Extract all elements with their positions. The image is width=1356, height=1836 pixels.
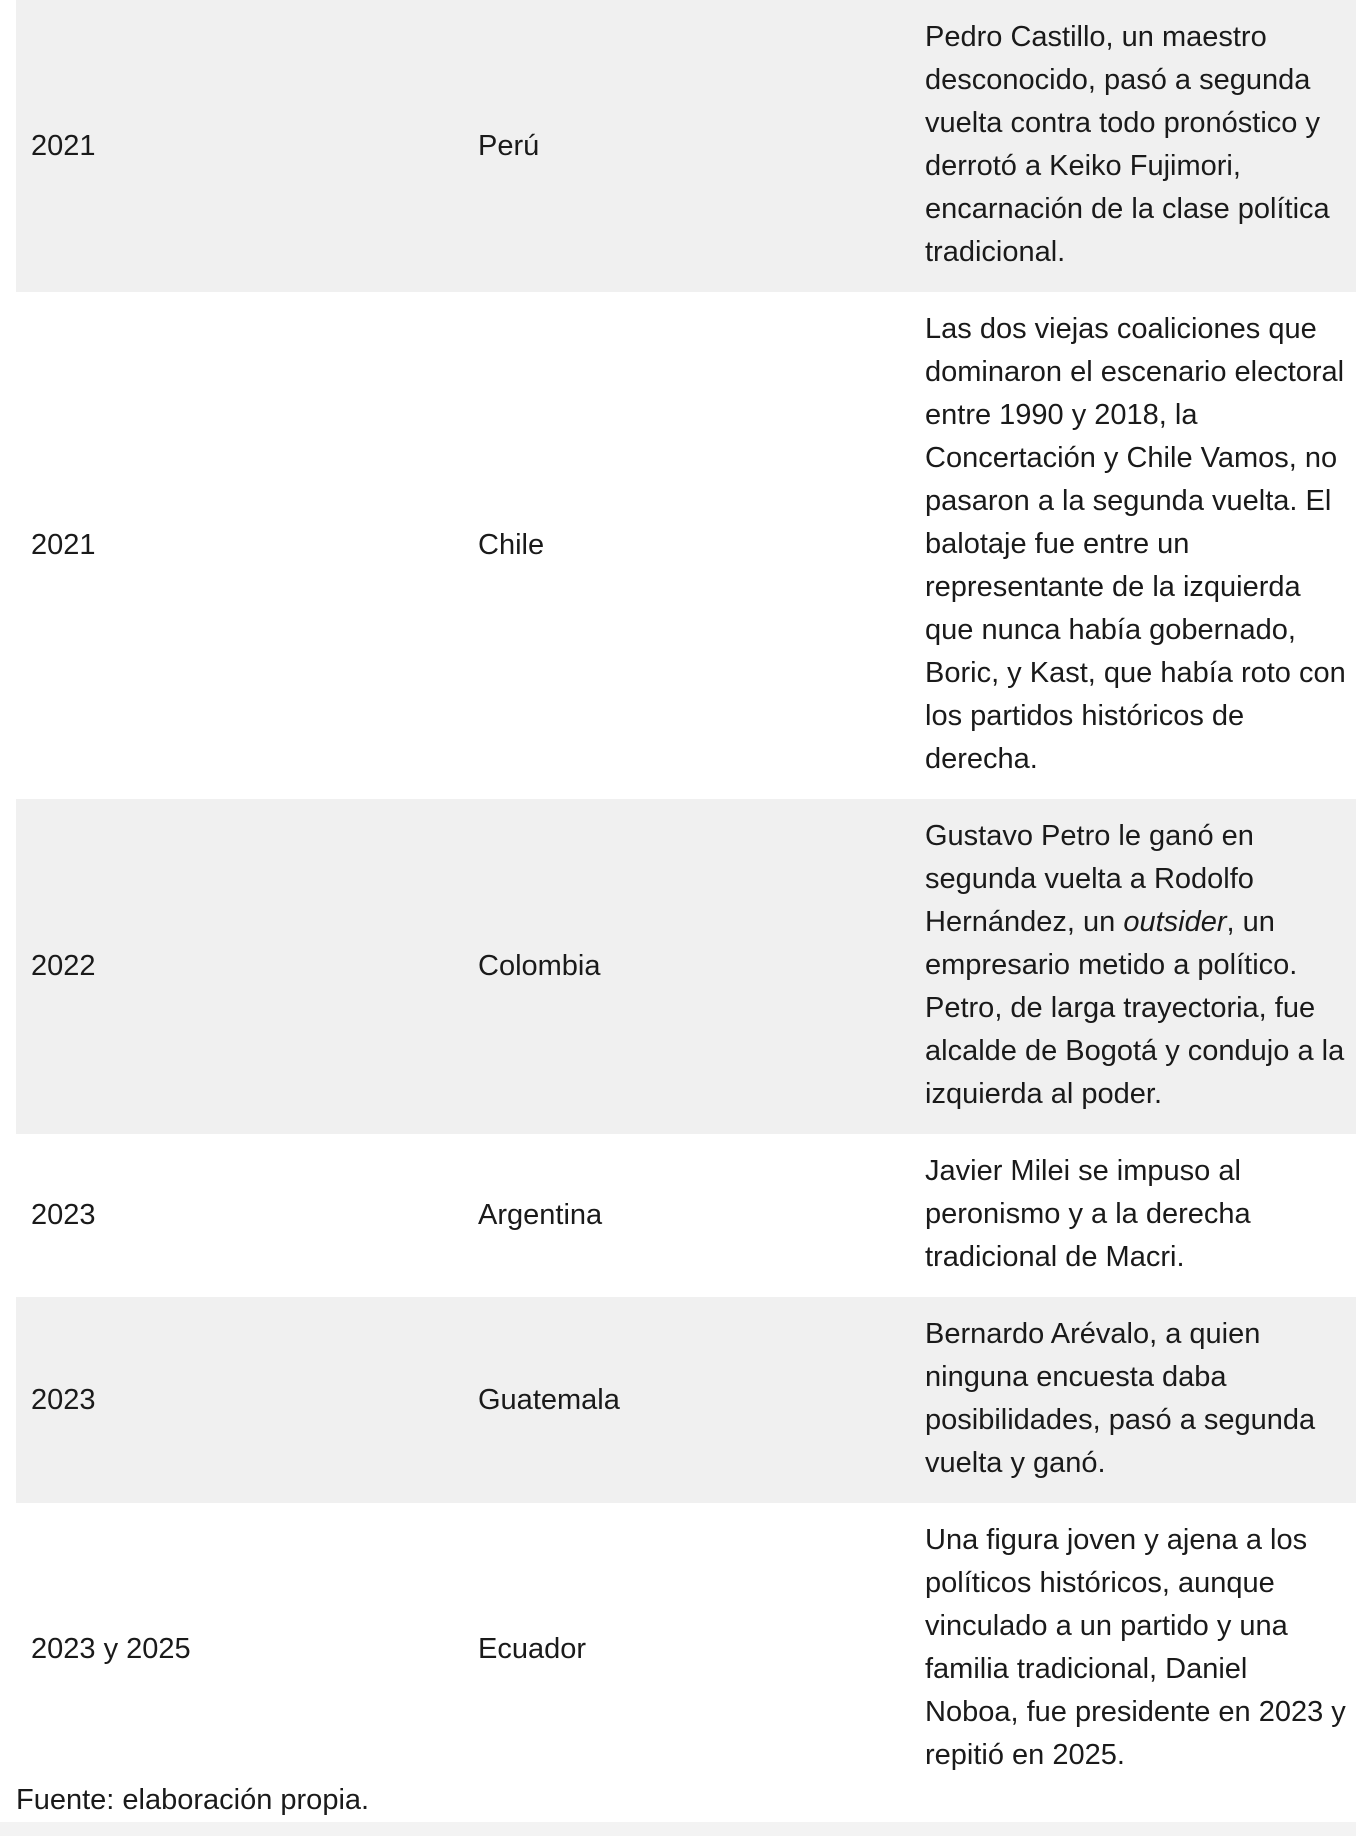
country-cell: Colombia — [463, 799, 910, 1134]
country-cell: Argentina — [478, 1199, 603, 1231]
elections-table-container — [16, 0, 1356, 1795]
year-cell: 2021 — [16, 0, 463, 292]
table-row — [16, 1297, 1356, 1503]
description-text: Bernardo Arévalo, a quien ninguna encuesta daba posibilidades, pasó a segunda vuelta y ganó. — [925, 1318, 1316, 1479]
country-cell: Chile — [478, 529, 545, 561]
table-row — [16, 1134, 1356, 1297]
elections-table — [16, 0, 1356, 1795]
description-cell — [910, 1503, 1356, 1795]
description-text: Javier Milei se impuso al peronismo y a la derecha tradicional de Macri. — [925, 1155, 1251, 1273]
table-row — [16, 0, 1356, 292]
table-row — [16, 799, 1356, 1134]
country-cell: Ecuador — [478, 1632, 587, 1665]
year-cell: 2023 — [31, 1199, 96, 1231]
country-cell: Guatemala — [463, 1297, 910, 1503]
year-cell: 2023 — [16, 1297, 463, 1503]
table-row — [16, 292, 1356, 799]
year-cell: 2022 — [16, 799, 463, 1134]
year-cell: 2021 — [31, 529, 96, 561]
description-emphasis: outsider — [1123, 906, 1227, 938]
source-note: Fuente: elaboración propia. — [16, 1784, 370, 1816]
description-text: Una figura joven y ajena a los políticos históricos, aunque vinculado a un partido y una familia tradicional, Daniel Noboa, fue presidente en 2023 y repitió en 2025. — [925, 1524, 1346, 1771]
bottom-divider — [0, 1822, 1356, 1836]
description-cell — [910, 799, 1356, 1134]
description-cell — [910, 1134, 1356, 1297]
description-text-end: , un empresario metido a político. Petro, de larga trayectoria, fue alcalde de Bogotá y condujo a la izquierda al poder. — [925, 906, 1345, 1110]
country-cell: Perú — [463, 0, 910, 292]
description-text-start: Gustavo Petro le ganó en segunda vuelta a Rodolfo Hernández, un — [925, 820, 1254, 938]
description-text: Pedro Castillo, un maestro desconocido, pasó a segunda vuelta contra todo pronóstico y derrotó a Keiko Fujimori, encarnación de la clase política tradicional. — [925, 21, 1330, 268]
description-text: Las dos viejas coaliciones que dominaron el escenario electoral entre 1990 y 2018, la Concertación y Chile Vamos, no pasaron a la segunda vuelta. El balotaje fue entre un representante de la izquierda que nunca había gobernado, Boric, y Kast, que había roto con los partidos históricos de derecha. — [925, 313, 1346, 775]
description-cell — [910, 292, 1356, 799]
description-cell — [910, 0, 1356, 292]
description-text — [925, 820, 1344, 1110]
table-row — [16, 1503, 1356, 1795]
description-cell — [910, 1297, 1356, 1503]
year-cell: 2023 y 2025 — [31, 1632, 191, 1665]
